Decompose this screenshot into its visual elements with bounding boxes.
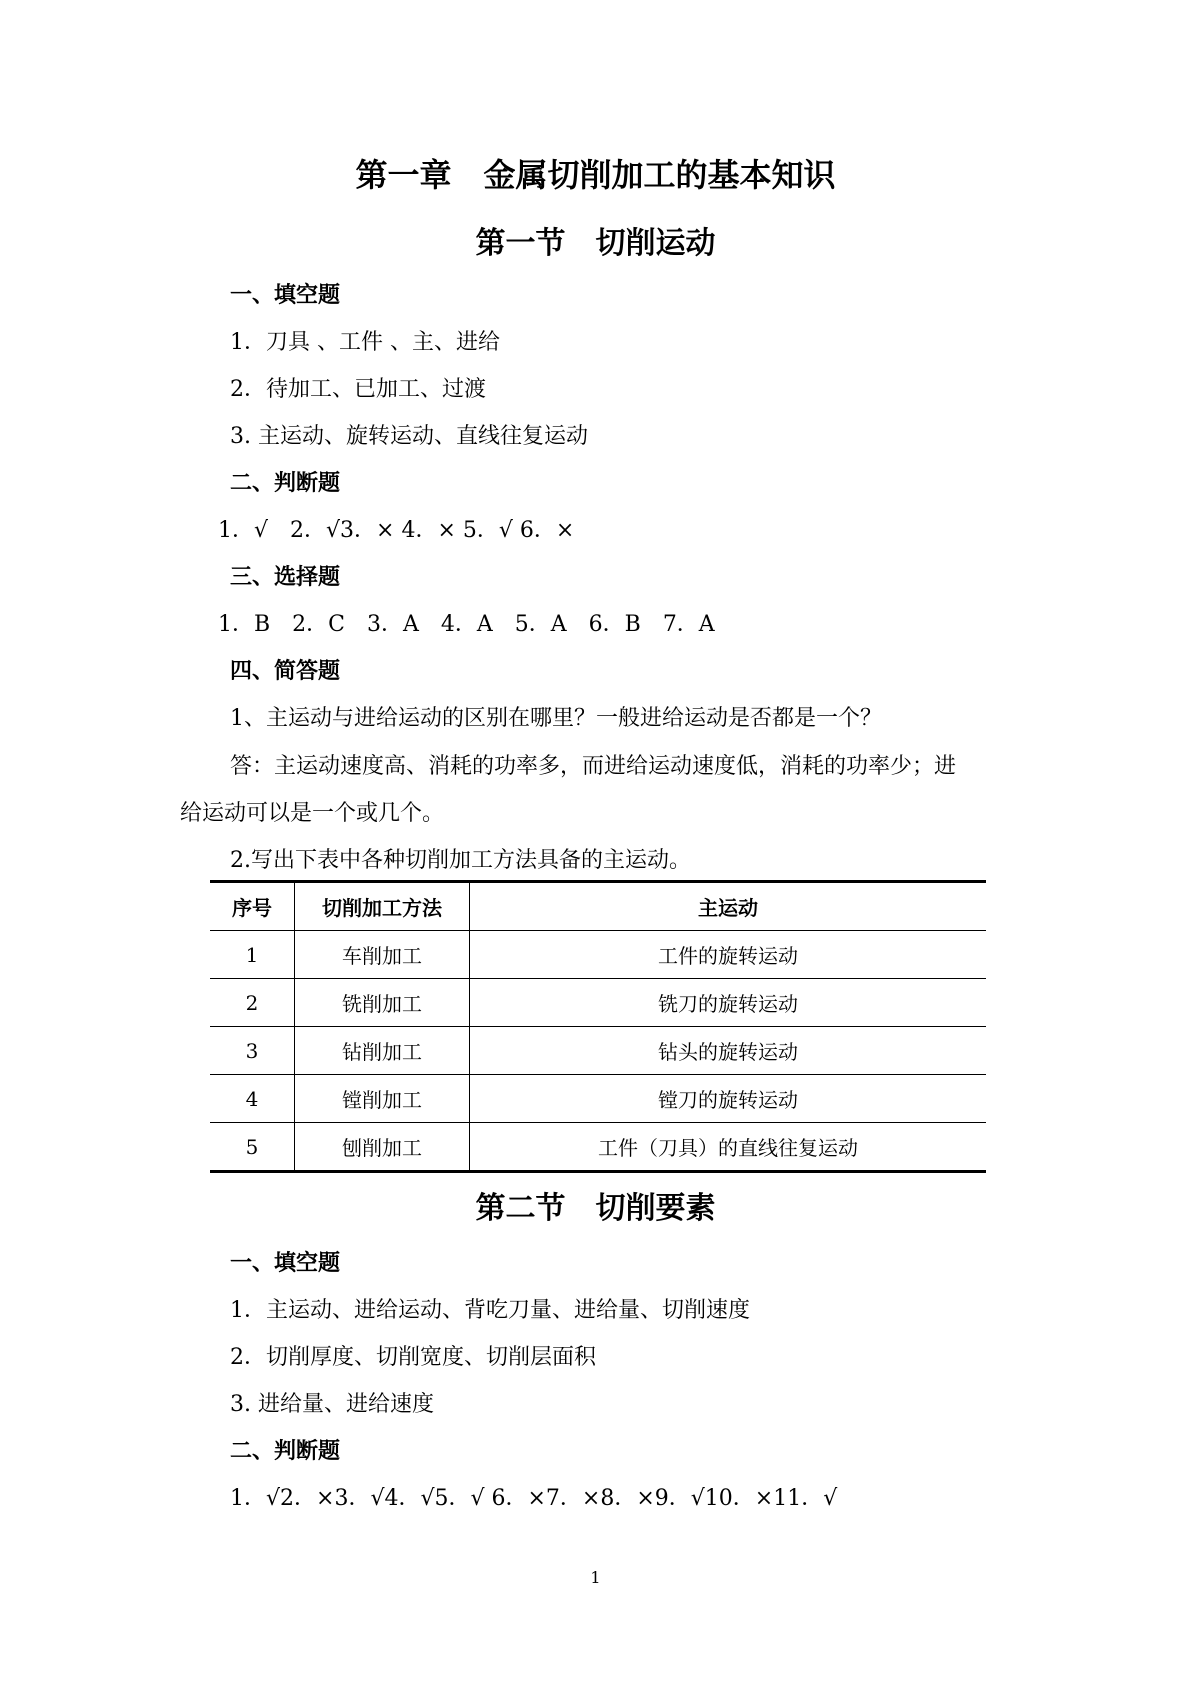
chapter-title: 第一章 金属切削加工的基本知识 — [355, 156, 836, 194]
table-cell: 4 — [210, 1075, 295, 1123]
section-2-title: 第二节 切削要素 — [475, 1191, 716, 1226]
table-cell: 工件（刀具）的直线往复运动 — [470, 1123, 987, 1172]
table-row — [210, 931, 986, 979]
s2-fill-item-2: 2．切削厚度、切削宽度、切削层面积 — [230, 1345, 596, 1370]
s1-choice-heading: 三、选择题 — [230, 565, 341, 590]
s2-fill-heading: 一、填空题 — [230, 1251, 341, 1276]
table-row — [210, 979, 986, 1027]
s1-fill-item-3: 3. 主运动、旋转运动、直线往复运动 — [230, 424, 588, 449]
s1-short-answer-1-line-2: 给运动可以是一个或几个。 — [180, 801, 445, 826]
s1-fill-heading: 一、填空题 — [230, 283, 341, 308]
table-row — [210, 1027, 986, 1075]
s2-judge-heading: 二、判断题 — [230, 1439, 341, 1464]
s1-fill-item-1: 1．刀具 、工件 、主、进给 — [230, 330, 500, 355]
table-cell: 工件的旋转运动 — [470, 931, 987, 979]
s1-fill-item-2: 2．待加工、已加工、过渡 — [230, 377, 486, 402]
table-cell: 5 — [210, 1123, 295, 1172]
table-cell: 镗削加工 — [295, 1075, 470, 1123]
table-row — [210, 1123, 986, 1172]
s1-short-answer-1-line-1: 答：主运动速度高、消耗的功率多，而进给运动速度低，消耗的功率少；进 — [230, 754, 957, 779]
s1-judge-answers: 1．√ 2．√3．× 4．× 5．√ 6．× — [218, 518, 575, 543]
table-header-cell: 序号 — [210, 882, 295, 931]
s1-short-question-1: 1、主运动与进给运动的区别在哪里？一般进给运动是否都是一个？ — [230, 706, 882, 731]
page-number: 1 — [590, 1568, 601, 1587]
table-header-cell: 主运动 — [698, 896, 758, 920]
main-motion-table — [210, 880, 986, 1173]
table-cell: 铣削加工 — [295, 979, 470, 1027]
table-cell: 铣刀的旋转运动 — [470, 979, 987, 1027]
s1-short-heading: 四、简答题 — [230, 659, 341, 684]
table-cell: 钻削加工 — [295, 1027, 470, 1075]
table-cell: 车削加工 — [295, 931, 470, 979]
s2-judge-answers: 1．√2．×3．√4．√5．√ 6．×7．×8．×9．√10．×11．√ — [230, 1486, 838, 1511]
table-cell: 镗刀的旋转运动 — [470, 1075, 987, 1123]
table-cell: 1 — [210, 931, 295, 979]
s1-short-question-2: 2.写出下表中各种切削加工方法具备的主运动。 — [230, 848, 691, 873]
table-header-row — [210, 882, 986, 931]
s1-choice-answers: 1．B 2．C 3．A 4．A 5．A 6．B 7．A — [218, 612, 715, 637]
table-cell: 3 — [210, 1027, 295, 1075]
section-1-title: 第一节 切削运动 — [475, 226, 716, 261]
table-cell: 2 — [210, 979, 295, 1027]
s2-fill-item-3: 3. 进给量、进给速度 — [230, 1392, 434, 1417]
s2-fill-item-1: 1．主运动、进给运动、背吃刀量、进给量、切削速度 — [230, 1298, 750, 1323]
table-cell: 刨削加工 — [295, 1123, 470, 1172]
table-row — [210, 1075, 986, 1123]
table-cell: 钻头的旋转运动 — [470, 1027, 987, 1075]
s1-judge-heading: 二、判断题 — [230, 471, 341, 496]
table-header-cell: 切削加工方法 — [295, 882, 470, 931]
